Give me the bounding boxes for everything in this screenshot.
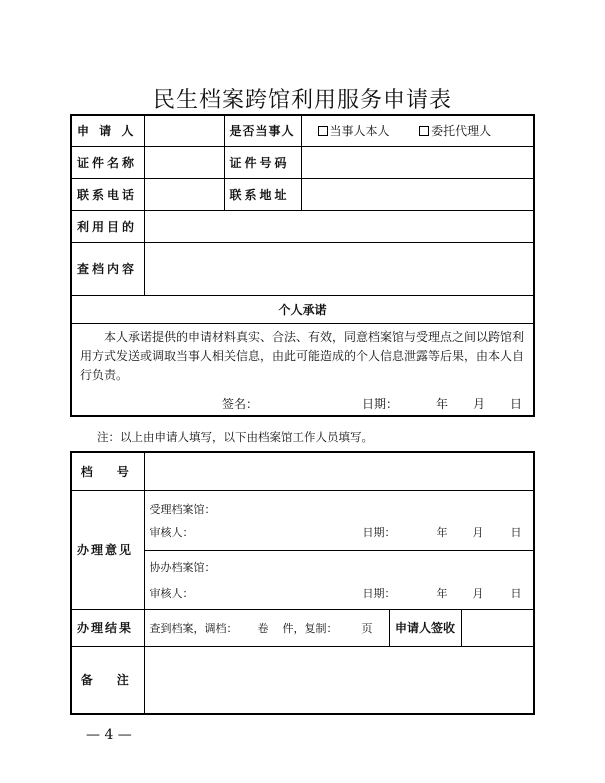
day-label: 日 xyxy=(510,396,523,411)
day-2-label: 日 xyxy=(510,586,522,600)
pieces-copy-label: 件，复制： xyxy=(282,621,338,635)
content-label: 查档内容 xyxy=(71,242,144,295)
month-label: 月 xyxy=(473,396,486,411)
opinion-divider xyxy=(145,550,534,551)
id-name-label: 证件名称 xyxy=(71,146,144,178)
volumes-label: 卷 xyxy=(257,621,269,635)
id-name-field[interactable] xyxy=(144,146,224,178)
form-title: 民生档案跨馆利用服务申请表 xyxy=(152,88,452,113)
applicant-label: 申 请 人 xyxy=(71,115,144,146)
year-label: 年 xyxy=(436,396,449,411)
date-2-label: 日期： xyxy=(362,586,396,600)
archive-no-field[interactable] xyxy=(144,452,534,490)
applicant-field[interactable] xyxy=(144,115,224,146)
result-field[interactable] xyxy=(144,609,389,646)
is-party-label: 是否当事人 xyxy=(224,115,301,146)
month-2-label: 月 xyxy=(472,586,484,600)
month-1-label: 月 xyxy=(472,525,484,539)
result-text: 查到档案，调档： xyxy=(149,621,238,635)
day-1-label: 日 xyxy=(510,525,522,539)
fill-note: 注：以上由申请人填写，以下由档案馆工作人员填写。 xyxy=(97,430,373,444)
accepting-archive-label: 受理档案馆： xyxy=(149,502,216,516)
remarks-field[interactable] xyxy=(144,646,534,714)
assisting-archive-label: 协办档案馆： xyxy=(149,560,216,574)
phone-field[interactable] xyxy=(144,178,224,210)
party-options xyxy=(301,115,534,146)
staff-table xyxy=(70,451,535,715)
purpose-field[interactable] xyxy=(144,210,534,242)
self-option-label: 当事人本人 xyxy=(329,124,390,139)
page-number: — 4 — xyxy=(86,727,132,743)
checkbox-icon xyxy=(318,126,328,136)
archive-no-label: 档 号 xyxy=(71,452,144,490)
address-label: 联系地址 xyxy=(224,178,301,210)
remarks-label: 备 注 xyxy=(71,646,144,714)
reviewer-2-label: 审核人： xyxy=(149,586,194,600)
purpose-label: 利用目的 xyxy=(71,210,144,242)
id-number-field[interactable] xyxy=(301,146,534,178)
year-2-label: 年 xyxy=(436,586,448,600)
pledge-heading: 个人承诺 xyxy=(71,295,534,323)
pledge-text: 本人承诺提供的申请材料真实、合法、有效，同意档案馆与受理点之间以跨馆利用方式发送或调取当事人相关信息，由此可能造成的个人信息泄露等后果，由本人自行负责。 xyxy=(71,323,534,388)
sign-receipt-field[interactable] xyxy=(461,609,534,646)
address-field[interactable] xyxy=(301,178,534,210)
result-label: 办理结果 xyxy=(71,609,144,646)
date-1-label: 日期： xyxy=(362,525,396,539)
date-label: 日期： xyxy=(362,396,399,411)
pledge-sign-row xyxy=(71,388,534,416)
checkbox-icon xyxy=(419,126,429,136)
agent-checkbox[interactable] xyxy=(419,124,491,138)
content-field[interactable] xyxy=(144,242,534,295)
pages-label: 页 xyxy=(361,621,373,635)
opinion-label: 办理意见 xyxy=(71,490,144,609)
self-checkbox[interactable] xyxy=(318,124,390,138)
agent-option-label: 委托代理人 xyxy=(431,124,492,139)
year-1-label: 年 xyxy=(436,525,448,539)
sign-receipt-label: 申请人签收 xyxy=(389,609,461,646)
phone-label: 联系电话 xyxy=(71,178,144,210)
reviewer-1-label: 审核人： xyxy=(149,525,194,539)
id-number-label: 证件号码 xyxy=(224,146,301,178)
sign-label: 签名： xyxy=(222,396,259,411)
applicant-table xyxy=(70,114,535,417)
opinion-area[interactable] xyxy=(144,490,534,609)
